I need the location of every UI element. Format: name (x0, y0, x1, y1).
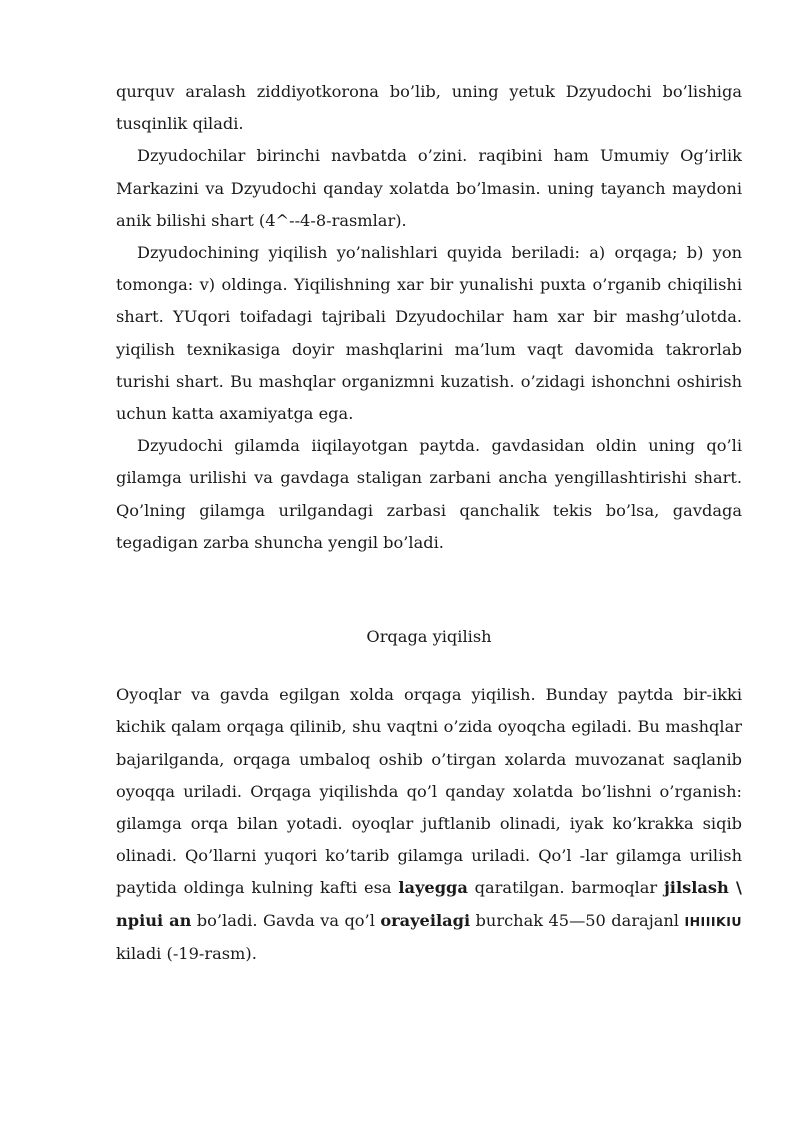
paragraph-5-text-4: burchak 45—50 darajanl (470, 910, 685, 930)
document-page (116, 76, 742, 970)
paragraph-5-text-3: bo’ladi. Gavda va qo’l (191, 910, 381, 930)
paragraph-1: qurquv aralash ziddiyotkorona bo’lib, uning yetuk Dzyudochi bo’lishiga tusqinlik qiladi. (116, 82, 742, 134)
paragraph-5-text-1: Oyoqlar va gavda egilgan xolda orqaga yiqilish. Bunday paytda bir-ikki kichik qalam orqaga qilinib, shu vaqtni o’zida oyoqcha egiladi. Bu mashqlar bajarilganda, orqaga umbaloq oshib o’tirgan xolarda muvozanat saqlanib oyoqqa uriladi. Orqaga yiqilishda qo’l qanday xolatda bo’lishni o’rganish: gilamga orqa bilan yotadi. oyoqlar juftlanib olinadi, iyak ko’krakka siqib olinadi. Qo’llarni yuqori ko’tarib gilamga uriladi. Qo’l -lar gilamga urilish paytida oldinga kulning kafti esa (116, 685, 742, 898)
bold-term-jilslash: jilslash \ npiui an (116, 878, 742, 930)
paragraph-5-text-5: kiladi (-19-rasm). (116, 943, 257, 963)
paragraph-2: Dzyudochilar birinchi navbatda o’zini. raqibini ham Umumiy Og’irlik Markazini va Dzyudochi qanday xolatda bo’lmasin. uning tayanch maydoni anik bilishi shart (4^--4-8-rasmlar). (116, 146, 742, 230)
bold-term-orayeilagi: orayeilagi (380, 910, 471, 930)
paragraph-5-text-2: qaratilgan. barmoqlar (467, 878, 664, 898)
section-heading: Orqaga yiqilish (366, 627, 492, 647)
paragraph-4: Dzyudochi gilamda iiqilayotgan paytda. gavdasidan oldin uning qo’li gilamga urilishi va gavdaga staligan zarbani ancha yengillashtirishi shart. Qo’lning gilamga urilgandagi zarbasi qanchalik tekis bo’lsa, gavdaga tegadigan zarba shuncha yengil bo’ladi. (116, 436, 742, 552)
bold-term-layegga: layegga (398, 878, 468, 898)
paragraph-5 (116, 679, 742, 970)
bold-term-ihiiikiu: IHIIIKIU (684, 913, 742, 929)
paragraph-3: Dzyudochining yiqilish yo’nalishlari quyida beriladi: a) orqaga; b) yon tomonga: v) oldinga. Yiqilishning xar bir yunalishi puxta o’rganib chiqilishi shart. YUqori toifadagi tajribali Dzyudochilar ham xar bir mashg’ulotda. yiqilish texnikasiga doyir mashqlarini ma’lum vaqt davomida takrorlab turishi shart. Bu mashqlar organizmni kuzatish. o’zidagi ishonchni oshirish uchun katta axamiyatga ega. (116, 243, 742, 424)
